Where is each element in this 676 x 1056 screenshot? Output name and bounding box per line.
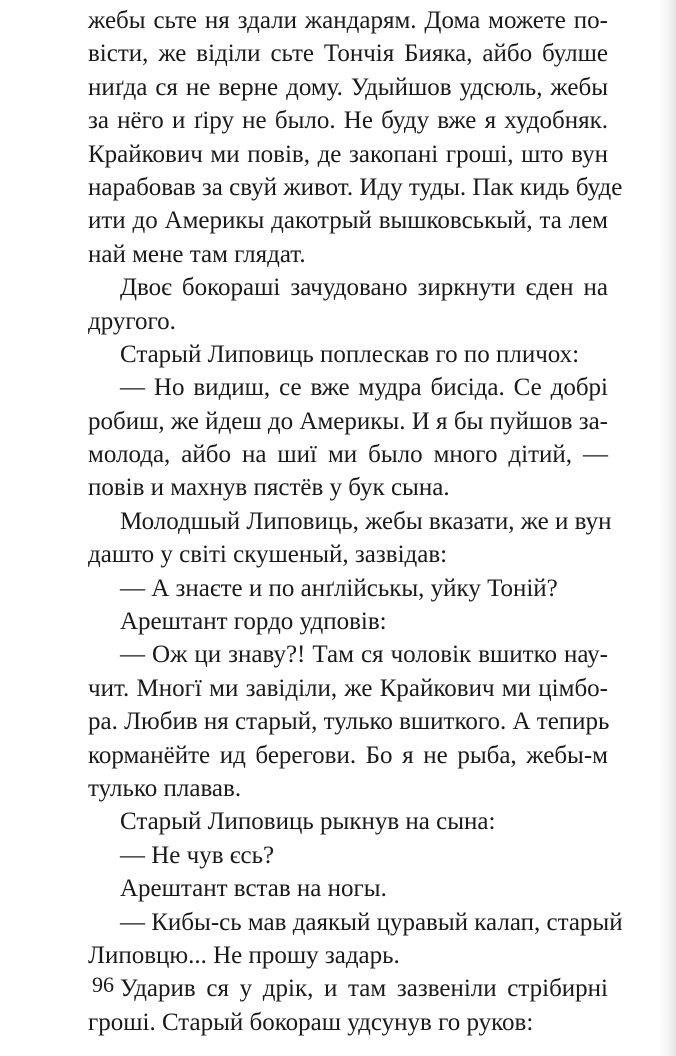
text-line: робиш, же йдеш до Америкы. И я бы пуйшов за- (88, 407, 608, 435)
text-line: корманёйте ид берегови. Бо я не рыба, жебы-м (88, 741, 608, 769)
text-line: гроші. Старый бокораш удсунув го руков: (88, 1008, 534, 1036)
text-line: — Кибы-сь мав даякый цуравый калап, старый (120, 908, 623, 936)
text-line: — Ож ци знаву?! Там ся чоловік вшитко нау- (120, 641, 608, 669)
text-line: Двоє бокораші зачудовано зиркнути єден на (120, 274, 608, 302)
text-line: тулько плавав. (88, 774, 242, 802)
text-line: ниґда ся не верне дому. Удыйшов удсюль, жебы (88, 73, 608, 101)
text-line: молода, айбо на шиї ми было много дітий, — (88, 441, 608, 469)
text-line: другого. (88, 307, 176, 335)
text-line: — Не чув єсь? (120, 841, 275, 869)
text-line: най мене там глядат. (88, 240, 306, 268)
text-line: Арештант гордо удповів: (120, 608, 387, 636)
text-line: чит. Многї ми завіділи, же Крайкович ми цімбо- (88, 674, 608, 702)
text-line: дашто у світі скушеный, зазвідав: (88, 541, 448, 569)
text-line: Липовцю... Не прошу задарь. (88, 941, 400, 969)
page-edge-shadow (658, 0, 676, 1056)
text-line: повів и махнув пястёв у бук сына. (88, 474, 450, 502)
text-line: за нёго и ґіру не было. Не буду вже я худобняк. (88, 107, 608, 135)
text-line: Ударив ся у дрік, и там зазвеніли стрібирні (120, 975, 608, 1003)
text-line: вісти, же віділи сьте Тончія Бияка, айбо булше (88, 40, 608, 68)
page-number: 96 (92, 972, 114, 997)
text-line: жебы сьте ня здали жандарям. Дома можете по- (88, 7, 608, 34)
text-line: Молодшый Липовиць, жебы вказати, же и вун (120, 507, 612, 535)
body-text (88, 4, 623, 1039)
text-line: Арештант встав на ногы. (120, 875, 387, 903)
text-line: Крайкович ми повів, де закопані гроші, што вун (88, 140, 608, 168)
text-line: ити до Америкы дакотрый вышковськый, та лем (88, 207, 608, 235)
text-line: — Но видиш, се вже мудра бисіда. Се добрі (120, 374, 608, 402)
text-line: — А знаєте и по анґлійськы, уйку Тоній? (120, 574, 558, 602)
text-line: ра. Любив ня старый, тулько вшиткого. А тепирь (88, 708, 610, 736)
text-line: Старый Липовиць поплескав го по пличох: (120, 340, 580, 368)
text-line: нарабовав за свуй живот. Иду туды. Пак кидь буде (88, 173, 623, 201)
text-line: Старый Липовиць рыкнув на сына: (120, 808, 496, 836)
